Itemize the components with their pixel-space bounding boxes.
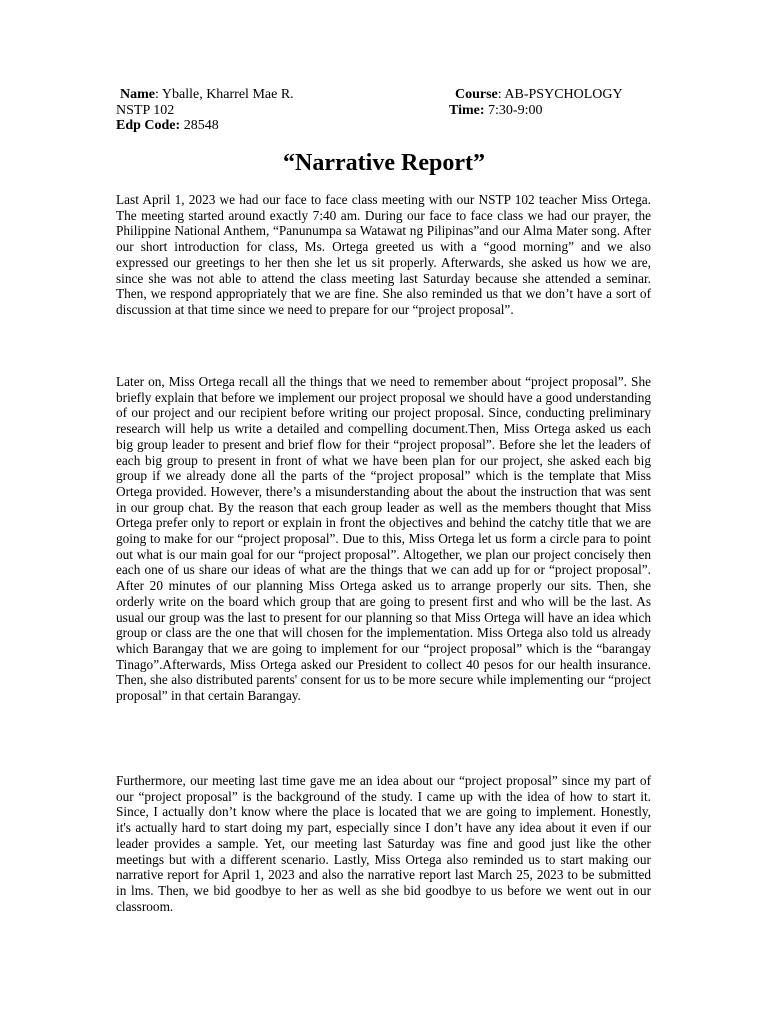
header-row-name-course xyxy=(116,87,656,103)
paragraph-2: Later on, Miss Ortega recall all the things that we need to remember about “project proposal”. She briefly explain that before we implement our project proposal we should have a good understanding of our project and our recipient before writing our project proposal. Since, conducting preliminary research will help us write a detailed and compelling document.Then, Miss Ortega asked us each big group leader to present and brief flow for their “project proposal”. Before she let the leaders of each big group to present in front of what we have been plan for our project, she asked each big group if we already done all the parts of the “project proposal” which is the template that Miss Ortega provided. However, there’s a misunderstanding about the about the instruction that was sent in our group chat. By the reason that each group leader as well as the members thought that Miss Ortega prefer only to report or explain in front the objectives and behind the catchy title that we are going to make for our “project proposal”. Due to this, Miss Ortega let us form a circle para to point out what is our main goal for our “project proposal”. Altogether, we plan our project concisely then each one of us share our ideas of what are the things that we can add up for or “project proposal”. After 20 minutes of our planning Miss Ortega asked us to arrange properly our sits. Then, she orderly write on the board which group that are going to present first and who will be the last. As usual our group was the last to present for our planning so that Miss Ortega will have an idea which group or class are the one that will chosen for the implementation. Miss Ortega also told us already which Barangay that we are going to implement for our “project proposal” which is the “barangay Tinago”.Afterwards, Miss Ortega asked our President to collect 40 pesos for our health insurance. Then, she also distributed parents' consent for us to be more secure while implementing our “project proposal” in that certain Barangay. xyxy=(116,374,651,704)
name-label: Name xyxy=(120,87,155,102)
student-name xyxy=(120,87,294,103)
time-label: Time: xyxy=(449,102,485,118)
course xyxy=(455,87,623,103)
header-row-edp xyxy=(116,118,656,134)
header-row-subject-time xyxy=(116,103,656,119)
edp-label: Edp Code: xyxy=(116,118,181,133)
student-info-header xyxy=(116,87,656,134)
time-value: 7:30-9:00 xyxy=(484,102,543,118)
document-title: “Narrative Report” xyxy=(283,150,485,176)
edp-code xyxy=(116,118,219,134)
course-label: Course xyxy=(455,87,498,102)
subject-code: NSTP 102 xyxy=(116,102,175,118)
paragraph-3: Furthermore, our meeting last time gave me an idea about our “project proposal” since my part of our “project proposal” is the background of the study. I came up with the idea of how to start it. Since, I actually don’t know where the place is located that we are going to implement. Honestly, it's actually hard to start doing my part, especially since I don’t have any idea about it even if our leader provides a sample. Yet, our meeting last Saturday was fine and good just like the other meetings but with a different scenario. Lastly, Miss Ortega also reminded us to start making our narrative report for April 1, 2023 and also the narrative report last March 25, 2023 to be submitted in lms. Then, we bid goodbye to her as well as she bid goodbye to us before we went out in our classroom. xyxy=(116,773,651,914)
edp-value: 28548 xyxy=(180,118,219,133)
class-time xyxy=(449,103,542,119)
course-value: : AB-PSYCHOLOGY xyxy=(497,87,623,102)
paragraph-1: Last April 1, 2023 we had our face to face class meeting with our NSTP 102 teacher Miss Ortega. The meeting started around exactly 7:40 am. During our face to face class we had our prayer, the Philippine National Anthem, “Panunumpa sa Watawat ng Pilipinas”and our Alma Mater song. After our short introduction for class, Ms. Ortega greeted us with a “good morning” and we also expressed our greetings to her then she let us sit properly. Afterwards, she asked us how we are, since she was not able to attend the class meeting last Saturday because she attended a seminar. Then, we respond appropriately that we are fine. She also reminded us that we don’t have a sort of discussion at that time since we need to prepare for our “project proposal”. xyxy=(116,192,651,317)
name-value: : Yballe, Kharrel Mae R. xyxy=(155,87,294,102)
